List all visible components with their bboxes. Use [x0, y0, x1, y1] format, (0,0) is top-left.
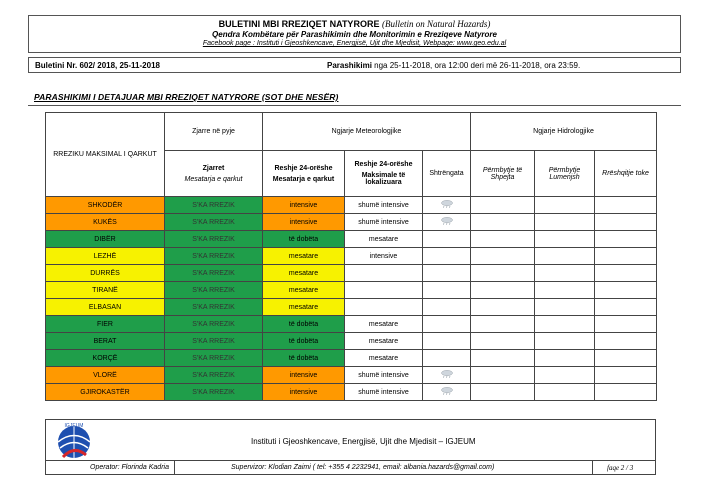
rain-avg-cell: të dobëta — [263, 316, 345, 333]
flash-flood-cell — [471, 214, 535, 231]
table-row — [46, 197, 657, 214]
supervisor-contact: Supervizor: Klodian Zaimi ( tel: +355 4 2232941, email: albania.hazards@gmail.com) — [231, 464, 495, 471]
river-flood-cell — [535, 384, 595, 401]
fire-risk-cell: S'KA RREZIK — [165, 367, 263, 384]
fire-risk-cell: S'KA RREZIK — [165, 333, 263, 350]
bulletin-subtitle: Qendra Kombëtare për Parashikimin dhe Monitorimin e Rreziqeve Natyrore — [212, 30, 497, 39]
storm-icon — [440, 217, 454, 225]
rain-avg-col-header: Reshje 24-orëshe Mesatarja e qarkut — [263, 151, 345, 197]
rain-avg-cell: mesatare — [263, 299, 345, 316]
river-flood-cell — [535, 197, 595, 214]
table-row — [46, 214, 657, 231]
landslide-cell — [595, 265, 657, 282]
county-cell: DIBËR — [46, 231, 165, 248]
rain-max-cell: mesatare — [345, 333, 423, 350]
storm-cell — [423, 316, 471, 333]
river-flood-cell — [535, 333, 595, 350]
fire-risk-cell: S'KA RREZIK — [165, 248, 263, 265]
rain-max-cell: mesatare — [345, 231, 423, 248]
flash-flood-cell — [471, 265, 535, 282]
county-cell: ELBASAN — [46, 299, 165, 316]
landslide-cell — [595, 299, 657, 316]
storm-cell — [423, 214, 471, 231]
svg-text:IGJEUM: IGJEUM — [64, 423, 84, 429]
table-row — [46, 316, 657, 333]
fire-risk-cell: S'KA RREZIK — [165, 384, 263, 401]
table-row — [46, 248, 657, 265]
igjeum-logo — [54, 421, 94, 461]
rain-max-cell: shumë intensive — [345, 384, 423, 401]
county-cell: KORÇË — [46, 350, 165, 367]
county-cell: LEZHË — [46, 248, 165, 265]
flash-flood-cell — [471, 282, 535, 299]
table-row — [46, 265, 657, 282]
landslide-cell — [595, 333, 657, 350]
fire-risk-cell: S'KA RREZIK — [165, 316, 263, 333]
county-cell: BERAT — [46, 333, 165, 350]
landslide-cell — [595, 231, 657, 248]
bulletin-info-bar — [28, 57, 681, 73]
flash-flood-cell — [471, 333, 535, 350]
rain-max-cell: mesatare — [345, 350, 423, 367]
rain-avg-cell: të dobëta — [263, 350, 345, 367]
flash-flood-cell — [471, 248, 535, 265]
operator-name: Operator: Florinda Kadria — [90, 464, 169, 471]
flash-flood-col-header: Përmbytje të Shpejta — [471, 151, 535, 197]
county-cell: GJIROKASTËR — [46, 384, 165, 401]
rain-max-col-header: Reshje 24-orëshe Maksimale të lokalizuara — [345, 151, 423, 197]
rain-max-cell: shumë intensive — [345, 214, 423, 231]
storm-icon — [440, 387, 454, 395]
section-title: PARASHIKIMI I DETAJUAR MBI RREZIQET NATYRORE (SOT DHE NESËR) — [34, 92, 339, 102]
storm-icon — [440, 370, 454, 378]
fire-risk-cell: S'KA RREZIK — [165, 197, 263, 214]
flash-flood-cell — [471, 231, 535, 248]
river-flood-cell — [535, 367, 595, 384]
rain-max-cell: intensive — [345, 248, 423, 265]
flash-flood-cell — [471, 316, 535, 333]
landslide-cell — [595, 350, 657, 367]
storm-cell — [423, 384, 471, 401]
river-flood-col-header: Përmbytje Lumenjsh — [535, 151, 595, 197]
bulletin-header — [28, 15, 681, 53]
forecast-period: Parashikimi nga 25-11-2018, ora 12:00 deri më 26-11-2018, ora 23:59. — [327, 61, 581, 70]
county-cell: FIER — [46, 316, 165, 333]
page-number: faqe 2 / 3 — [607, 464, 634, 472]
storm-col-header: Shtrëngata — [423, 151, 471, 197]
flash-flood-cell — [471, 367, 535, 384]
table-row — [46, 231, 657, 248]
storm-cell — [423, 282, 471, 299]
county-cell: DURRËS — [46, 265, 165, 282]
fire-risk-cell: S'KA RREZIK — [165, 282, 263, 299]
river-flood-cell — [535, 282, 595, 299]
rain-avg-cell: intensive — [263, 197, 345, 214]
footer-contact-bar — [45, 461, 656, 475]
river-flood-cell — [535, 299, 595, 316]
table-row — [46, 350, 657, 367]
storm-cell — [423, 265, 471, 282]
rain-avg-cell: të dobëta — [263, 333, 345, 350]
landslide-cell — [595, 384, 657, 401]
rain-avg-cell: mesatare — [263, 248, 345, 265]
hazard-table — [45, 112, 657, 401]
landslide-cell — [595, 316, 657, 333]
county-cell: VLORË — [46, 367, 165, 384]
county-cell: SHKODËR — [46, 197, 165, 214]
storm-cell — [423, 299, 471, 316]
table-row — [46, 384, 657, 401]
rain-avg-cell: mesatare — [263, 282, 345, 299]
storm-cell — [423, 333, 471, 350]
storm-cell — [423, 367, 471, 384]
footer-divider — [174, 461, 175, 474]
landslide-cell — [595, 282, 657, 299]
table-row — [46, 333, 657, 350]
flash-flood-cell — [471, 350, 535, 367]
hydro-group-header: Ngjarje Hidrologjike — [471, 113, 657, 151]
rain-avg-cell: intensive — [263, 214, 345, 231]
fire-group-header: Zjarre në pyje — [165, 113, 263, 151]
bulletin-links[interactable]: Facebook page : Instituti i Gjeoshkencave, Energjisë, Ujit dhe Mjedisit, Webpage: www.geo.edu.al — [202, 40, 507, 47]
rain-max-cell: mesatare — [345, 316, 423, 333]
fire-risk-cell: S'KA RREZIK — [165, 214, 263, 231]
rain-max-cell — [345, 299, 423, 316]
flash-flood-cell — [471, 384, 535, 401]
fire-risk-cell: S'KA RREZIK — [165, 350, 263, 367]
landslide-cell — [595, 214, 657, 231]
county-cell: KUKËS — [46, 214, 165, 231]
storm-cell — [423, 197, 471, 214]
flash-flood-cell — [471, 197, 535, 214]
river-flood-cell — [535, 350, 595, 367]
institute-name: Instituti i Gjeoshkencave, Energjisë, Ujit dhe Mjedisit – IGJEUM — [251, 437, 476, 446]
river-flood-cell — [535, 248, 595, 265]
table-row — [46, 299, 657, 316]
bulletin-number: Buletini Nr. 602/ 2018, 25-11-2018 — [35, 61, 160, 70]
footer-divider — [592, 461, 593, 474]
rain-max-cell: shumë intensive — [345, 197, 423, 214]
river-flood-cell — [535, 265, 595, 282]
fire-risk-cell: S'KA RREZIK — [165, 299, 263, 316]
landslide-cell — [595, 248, 657, 265]
rain-avg-cell: mesatare — [263, 265, 345, 282]
rain-avg-cell: të dobëta — [263, 231, 345, 248]
landslide-col-header: Rrëshqitje toke — [595, 151, 657, 197]
river-flood-cell — [535, 316, 595, 333]
rain-max-cell — [345, 265, 423, 282]
rain-avg-cell: intensive — [263, 384, 345, 401]
storm-cell — [423, 350, 471, 367]
bulletin-title: BULETINI MBI RREZIQET NATYRORE (Bulletin on Natural Hazards) — [218, 19, 491, 29]
risk-header: RREZIKU MAKSIMAL I QARKUT — [46, 113, 165, 197]
rain-avg-cell: intensive — [263, 367, 345, 384]
storm-cell — [423, 248, 471, 265]
fire-col-header: Zjarret Mesatarja e qarkut — [165, 151, 263, 197]
rain-max-cell — [345, 282, 423, 299]
meteo-group-header: Ngjarje Meteorologjike — [263, 113, 471, 151]
storm-icon — [440, 200, 454, 208]
landslide-cell — [595, 197, 657, 214]
footer-institute-box — [45, 419, 656, 461]
fire-risk-cell: S'KA RREZIK — [165, 265, 263, 282]
storm-cell — [423, 231, 471, 248]
table-row — [46, 367, 657, 384]
landslide-cell — [595, 367, 657, 384]
rain-max-cell: shumë intensive — [345, 367, 423, 384]
section-divider — [28, 105, 681, 106]
flash-flood-cell — [471, 299, 535, 316]
table-row — [46, 282, 657, 299]
river-flood-cell — [535, 231, 595, 248]
county-cell: TIRANË — [46, 282, 165, 299]
fire-risk-cell: S'KA RREZIK — [165, 231, 263, 248]
river-flood-cell — [535, 214, 595, 231]
